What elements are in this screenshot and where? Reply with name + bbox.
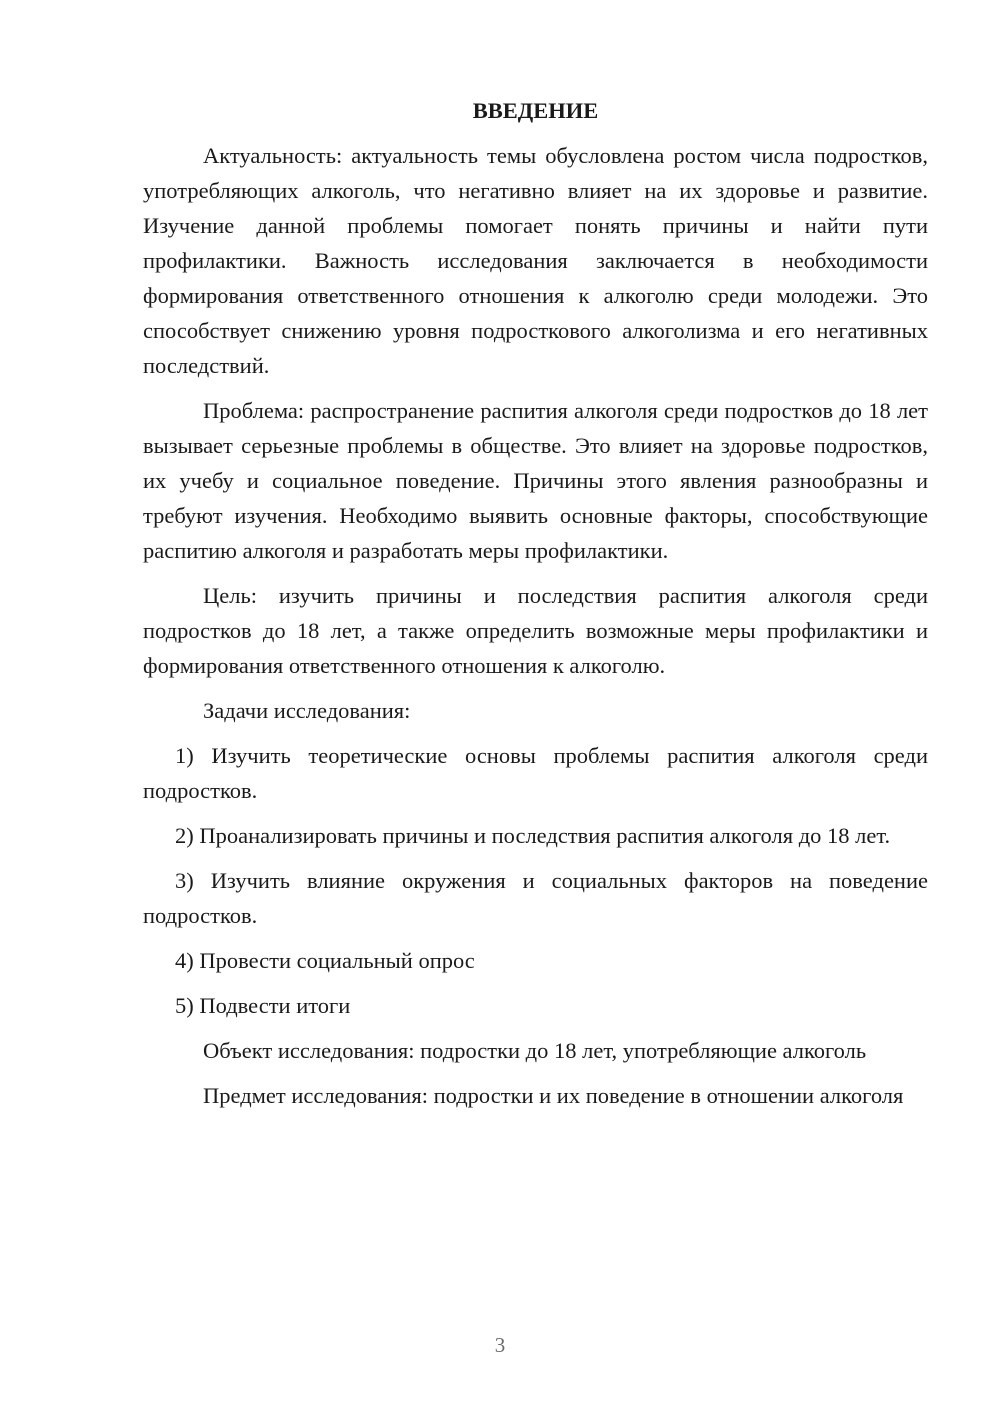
list-item-task-2: 2) Проанализировать причины и последствия распития алкоголя до 18 лет.	[175, 823, 891, 848]
paragraph-object: Объект исследования: подростки до 18 лет, употребляющие алкоголь	[203, 1038, 867, 1063]
paragraph-relevance: Актуальность: актуальность темы обусловлена ростом числа подростков, употребляющих алкоголь, что негативно влияет на их здоровье и развитие. Изучение данной проблемы помогает понять причины и найти пути профилактики. Важность исследования заключается в необходимости формирования ответственного отношения к алкоголю среди молодежи. Это способствует снижению уровня подросткового алкоголизма и его негативных последствий.	[143, 143, 928, 378]
paragraph-problem: Проблема: распространение распития алкоголя среди подростков до 18 лет вызывает серьезные проблемы в обществе. Это влияет на здоровье подростков, их учебу и социальное поведение. Причины этого явления разнообразны и требуют изучения. Необходимо выявить основные факторы, способствующие распитию алкоголя и разработать меры профилактики.	[143, 398, 928, 563]
list-item-task-1: 1) Изучить теоретические основы проблемы распития алкоголя среди подростков.	[143, 743, 928, 803]
page-number: 3	[494, 1333, 506, 1357]
paragraph-goal: Цель: изучить причины и последствия распития алкоголя среди подростков до 18 лет, а также определить возможные меры профилактики и формирования ответственного отношения к алкоголю.	[143, 583, 928, 678]
list-item-task-4: 4) Провести социальный опрос	[175, 948, 475, 973]
document-body	[143, 93, 928, 1123]
list-item-task-5: 5) Подвести итоги	[175, 993, 351, 1018]
tasks-title: Задачи исследования:	[203, 698, 411, 723]
paragraph-subject: Предмет исследования: подростки и их поведение в отношении алкоголя	[203, 1083, 904, 1108]
list-item-task-3: 3) Изучить влияние окружения и социальных факторов на поведение подростков.	[143, 868, 928, 928]
section-heading: ВВЕДЕНИЕ	[472, 98, 599, 123]
